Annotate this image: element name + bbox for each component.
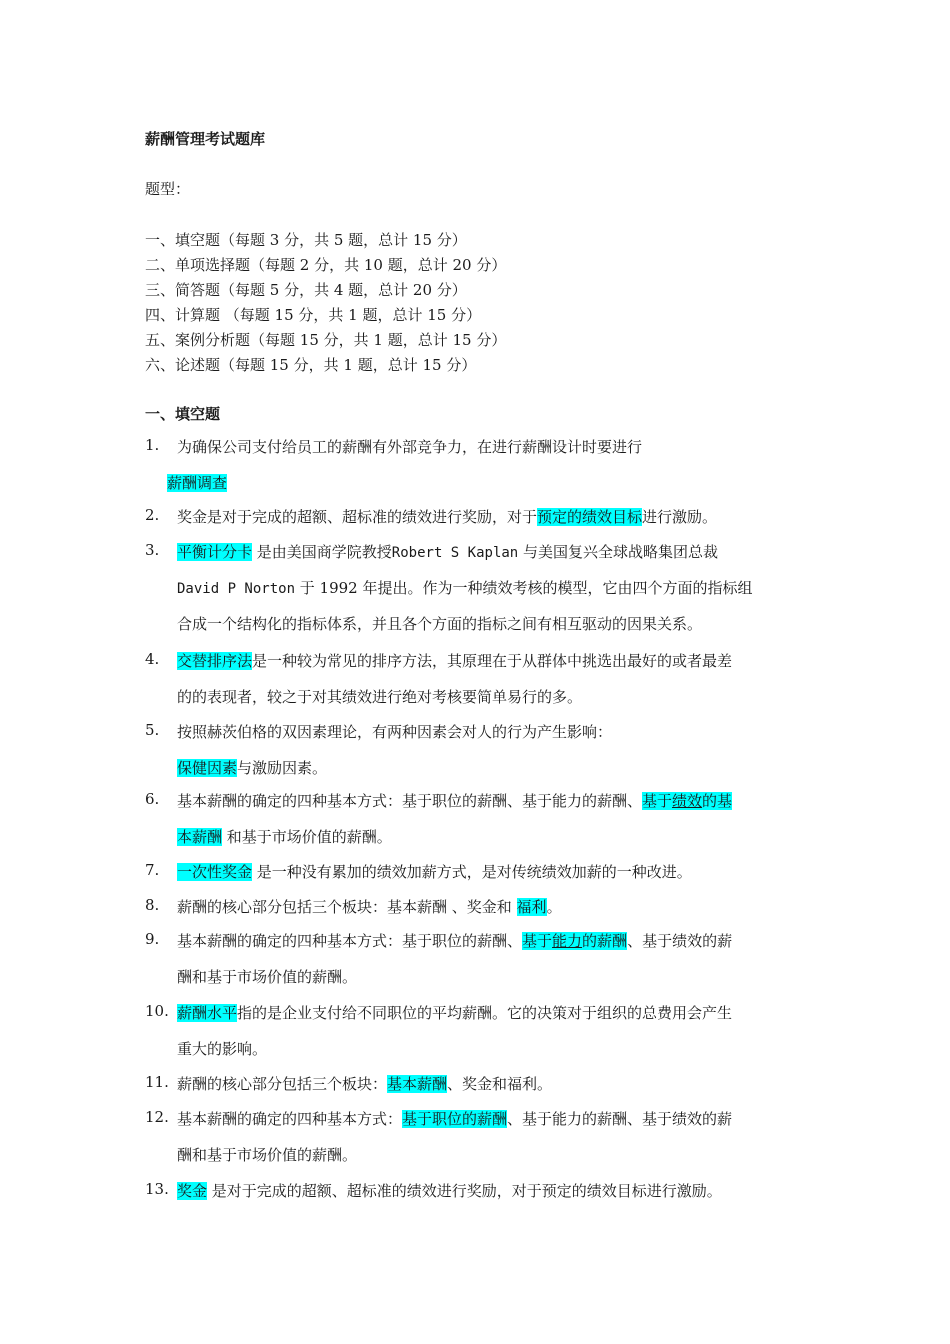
question-number: 13. [145,1180,169,1198]
highlighted-answer: 交替排序法 [177,652,253,670]
highlighted-answer [642,792,732,810]
answer-part: 的薪酬 [582,932,628,950]
question-line [177,1144,810,1180]
question-text: 、基于能力的薪酬、基于绩效的薪 [507,1110,733,1128]
question-type-item: 三、简答题（每题 5 分，共 4 题，总计 20 分） [145,281,467,299]
question-types-label: 题型： [145,180,191,198]
person-name: Robert S Kaplan [391,545,519,561]
question-text: 奖金是对于完成的超额、超标准的绩效进行奖励，对于 [177,508,538,526]
answer-part: 的基 [702,792,733,810]
question-line [177,826,810,862]
question-text: 薪酬的核心部分包括三个板块：基本薪酬 、奖金和 [177,898,517,916]
question-line [177,613,810,649]
question-number: 2. [145,506,160,524]
question-line [177,896,810,930]
answer-part: 绩效 [672,792,703,810]
question-line [167,472,810,508]
question-text: 为确保公司支付给员工的薪酬有外部竞争力，在进行薪酬设计时要进行 [177,438,643,456]
question-text: 的的表现者，较之于对其绩效进行绝对考核要简单易行的多。 [177,688,583,706]
question-text: 基本薪酬的确定的四种基本方式： [177,1110,403,1128]
question-number: 9. [145,930,160,948]
question-number: 7. [145,861,160,879]
question-text: 是对于完成的超额、超标准的绩效进行奖励，对于预定的绩效目标进行激励。 [207,1182,722,1200]
highlighted-answer: 预定的绩效目标 [537,508,643,526]
question-number: 12. [145,1108,169,1126]
highlighted-answer: 保健因素 [177,759,238,777]
highlighted-answer: 基本薪酬 [387,1075,448,1093]
question-number: 5. [145,721,160,739]
question-line [177,650,810,686]
answer-part: 能力 [552,932,583,950]
question-text: 和基于市场价值的薪酬。 [222,828,392,846]
question-line [177,1180,810,1214]
question-text: 按照赫茨伯格的双因素理论，有两种因素会对人的行为产生影响： [177,723,613,741]
answer-part: 基于 [522,932,553,950]
highlighted-answer: 平衡计分卡 [177,543,253,561]
question-line [177,436,810,472]
question-line [177,1073,810,1107]
question-line [177,1038,810,1074]
question-line [177,1002,810,1038]
question-type-item: 五、案例分析题（每题 15 分，共 1 题，总计 15 分） [145,331,507,349]
question-text: 是一种较为常见的排序方法，其原理在于从群体中挑选出最好的或者最差 [252,652,733,670]
question-line [177,686,810,722]
highlighted-answer: 一次性奖金 [177,863,253,881]
question-line [177,757,810,793]
question-text: 进行激励。 [642,508,718,526]
question-text: 酬和基于市场价值的薪酬。 [177,968,358,986]
question-text: 。 [546,898,562,916]
question-type-item: 一、填空题（每题 3 分，共 5 题，总计 15 分） [145,231,467,249]
question-text: 是由美国商学院教授 [252,543,392,561]
question-number: 3. [145,541,160,559]
question-line [177,790,810,826]
question-line [177,721,810,757]
highlighted-answer: 薪酬调查 [167,474,228,492]
highlighted-answer: 福利 [516,898,547,916]
question-line [177,541,810,577]
question-text: 与激励因素。 [237,759,328,777]
answer-part: 基于 [642,792,673,810]
question-text: 基本薪酬的确定的四种基本方式：基于职位的薪酬、基于能力的薪酬、 [177,792,643,810]
question-text: 薪酬的核心部分包括三个板块： [177,1075,388,1093]
question-text: 是一种没有累加的绩效加薪方式，是对传统绩效加薪的一种改进。 [252,863,692,881]
question-text: 与美国复兴全球战略集团总裁 [518,543,719,561]
question-number: 6. [145,790,160,808]
question-text: 于 1992 年提出。作为一种绩效考核的模型，它由四个方面的指标组 [295,579,753,597]
highlighted-answer [522,932,627,950]
question-text: 重大的影响。 [177,1040,268,1058]
question-line [177,1108,810,1144]
question-line [177,930,810,966]
question-number: 10. [145,1002,169,1020]
highlighted-answer: 基于职位的薪酬 [402,1110,508,1128]
section-heading-fill-blank: 一、填空题 [145,405,221,423]
question-number: 4. [145,650,160,668]
person-name: David P Norton [177,581,296,597]
question-types-list [145,228,506,378]
highlighted-answer: 本薪酬 [177,828,223,846]
question-text: 指的是企业支付给不同职位的平均薪酬。它的决策对于组织的总费用会产生 [237,1004,733,1022]
highlighted-answer: 奖金 [177,1182,208,1200]
question-text: 、基于绩效的薪 [627,932,733,950]
question-type-item: 四、计算题 （每题 15 分，共 1 题，总计 15 分） [145,306,482,324]
question-number: 11. [145,1073,169,1091]
question-text: 合成一个结构化的指标体系，并且各个方面的指标之间有相互驱动的因果关系。 [177,615,703,633]
question-type-item: 六、论述题（每题 15 分，共 1 题，总计 15 分） [145,356,477,374]
question-text: 酬和基于市场价值的薪酬。 [177,1146,358,1164]
question-text: 基本薪酬的确定的四种基本方式：基于职位的薪酬、 [177,932,523,950]
document-title: 薪酬管理考试题库 [145,130,266,148]
question-type-item: 二、单项选择题（每题 2 分，共 10 题，总计 20 分） [145,256,507,274]
question-text: 、奖金和福利。 [447,1075,553,1093]
question-line [177,506,810,542]
highlighted-answer: 薪酬水平 [177,1004,238,1022]
question-number: 8. [145,896,160,914]
question-line [177,966,810,1002]
question-line [177,861,810,895]
question-number: 1. [145,436,160,454]
question-line [177,577,810,613]
